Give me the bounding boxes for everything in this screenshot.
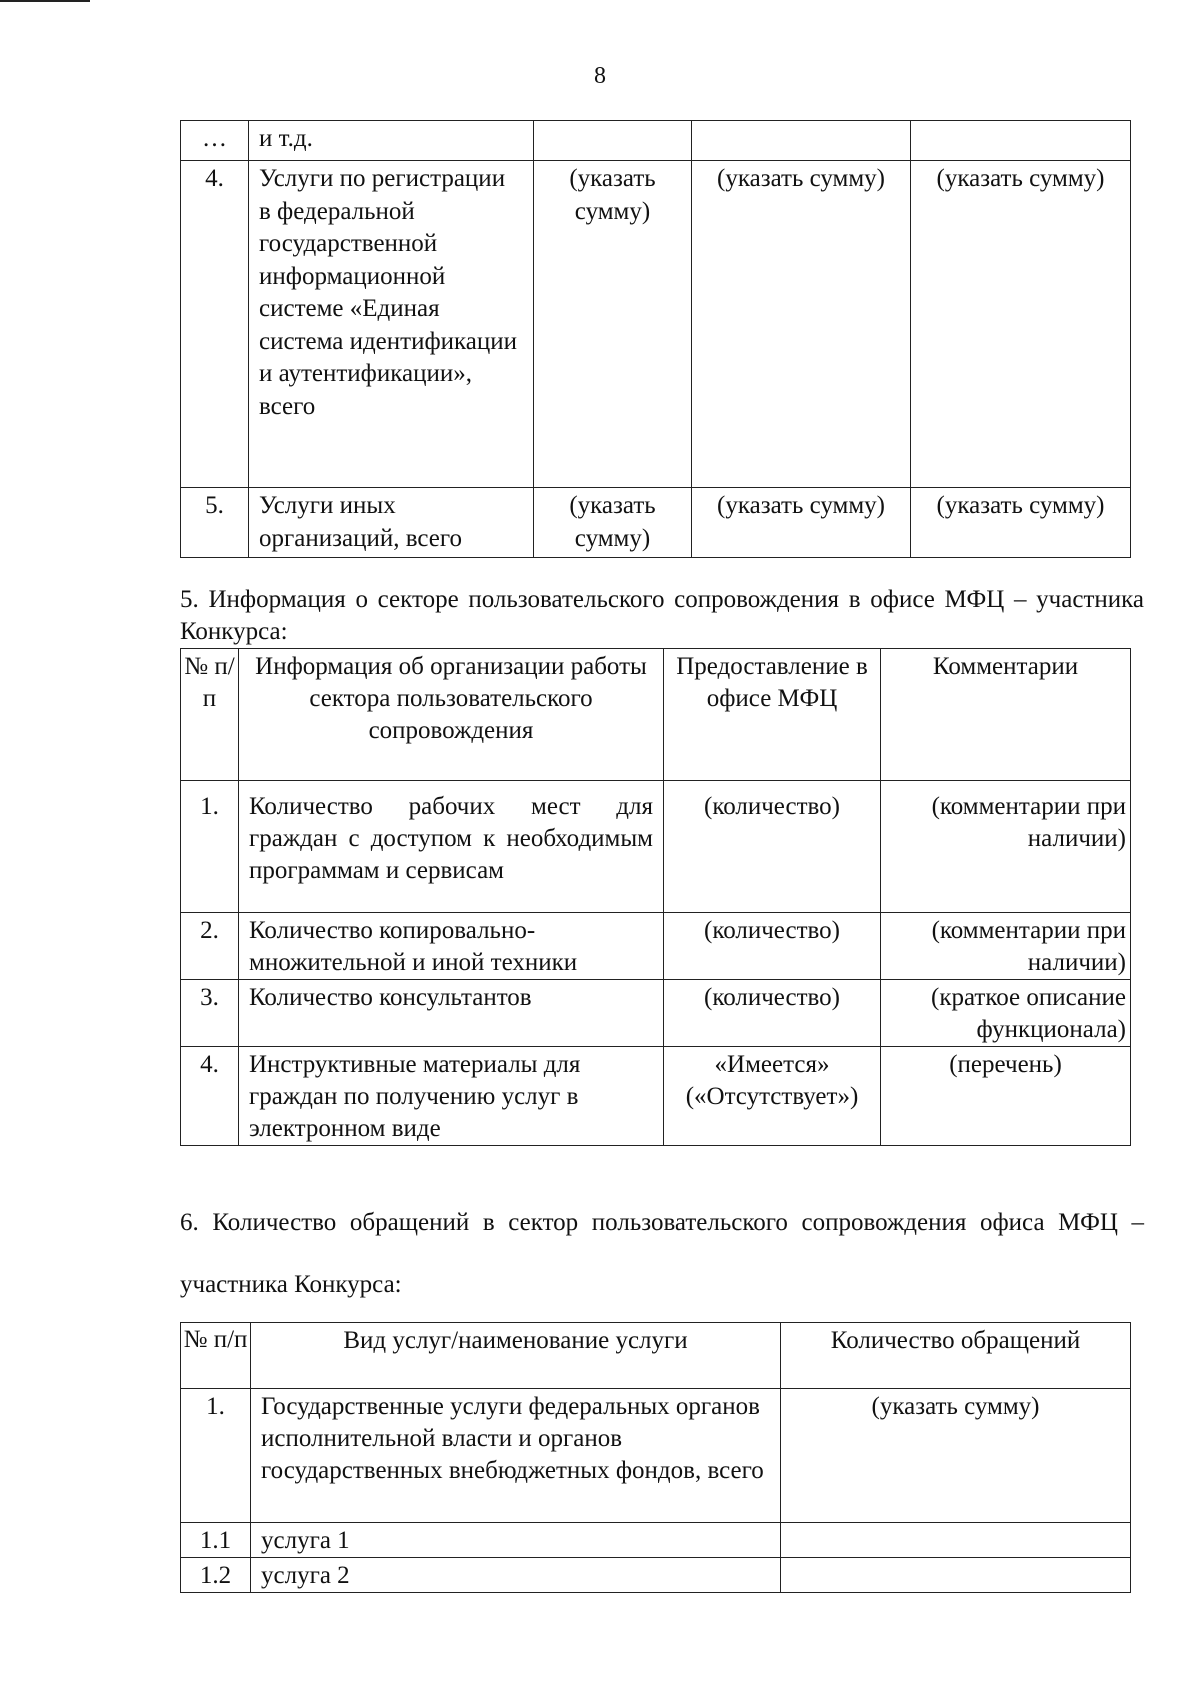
info-cell: Инструктивные материалы для граждан по получению услуг в электронном виде [239,1047,664,1146]
row-number: 1. [181,1389,251,1523]
table-row [181,1558,1131,1593]
table-row [181,1389,1131,1523]
row-number: … [181,121,249,161]
table-row [181,1523,1131,1558]
table-row [181,161,1131,488]
count-cell: (указать сумму) [781,1389,1131,1523]
value-cell: (указать сумму) [911,488,1131,558]
info-cell: Количество консультантов [239,980,664,1047]
table-row [181,781,1131,913]
row-number: 3. [181,980,239,1047]
info-cell: Количество рабочих мест для граждан с доступом к необходимым программам и сервисам [239,781,664,913]
value-cell: (указать сумму) [534,488,692,558]
service-cell: Государственные услуги федеральных органов исполнительной власти и органов государственных внебюджетных фондов, всего [251,1389,781,1523]
value-cell: (указать сумму) [692,488,911,558]
service-name-cell: Услуги по регистрации в федеральной государственной информационной системе «Единая система идентификации и аутентификации», всего [249,161,534,488]
column-header-number: № п/п [181,649,239,781]
comments-cell: (комментарии при наличии) [881,913,1131,980]
info-cell: Количество копировально-множительной и иной техники [239,913,664,980]
value-cell [534,121,692,161]
scan-corner-mark [0,0,90,2]
count-cell [781,1523,1131,1558]
column-header-comments: Комментарии [881,649,1131,781]
section-6-heading: 6. Количество обращений в сектор пользовательского сопровождения офиса МФЦ – участника Конкурса: [180,1209,1144,1298]
service-name-cell: Услуги иных организаций, всего [249,488,534,558]
table-header-row [181,649,1131,781]
section-5-heading: 5. Информация о секторе пользовательского сопровождения в офисе МФЦ – участника Конкурса: [180,586,1144,645]
office-cell: «Имеется» («Отсутствует») [664,1047,881,1146]
table-row [181,1047,1131,1146]
office-cell: (количество) [664,781,881,913]
column-header-service: Вид услуг/наименование услуги [251,1323,781,1389]
comments-cell: (краткое описание функционала) [881,980,1131,1047]
table-row [181,121,1131,161]
comments-cell: (перечень) [881,1047,1131,1146]
row-number: 1.2 [181,1558,251,1593]
office-cell: (количество) [664,980,881,1047]
row-number: 2. [181,913,239,980]
value-cell: (указать сумму) [534,161,692,488]
row-number: 4. [181,161,249,488]
column-header-number: № п/п [181,1323,251,1389]
comments-cell: (комментарии при наличии) [881,781,1131,913]
row-number: 1. [181,781,239,913]
office-cell: (количество) [664,913,881,980]
table-row [181,913,1131,980]
page-number: 8 [594,63,606,89]
table-header-row [181,1323,1131,1389]
column-header-count: Количество обращений [781,1323,1131,1389]
row-number: 4. [181,1047,239,1146]
support-sector-table [180,648,1131,1146]
count-cell [781,1558,1131,1593]
services-sum-table [180,120,1131,558]
table-row [181,488,1131,558]
service-cell: услуга 2 [251,1558,781,1593]
row-number: 1.1 [181,1523,251,1558]
service-cell: услуга 1 [251,1523,781,1558]
appeals-count-table [180,1322,1131,1593]
value-cell: (указать сумму) [692,161,911,488]
table-row [181,980,1131,1047]
row-number: 5. [181,488,249,558]
value-cell: (указать сумму) [911,161,1131,488]
value-cell [692,121,911,161]
column-header-office: Предоставление в офисе МФЦ [664,649,881,781]
value-cell [911,121,1131,161]
service-name-cell: и т.д. [249,121,534,161]
column-header-info: Информация об организации работы сектора пользовательского сопровождения [239,649,664,781]
